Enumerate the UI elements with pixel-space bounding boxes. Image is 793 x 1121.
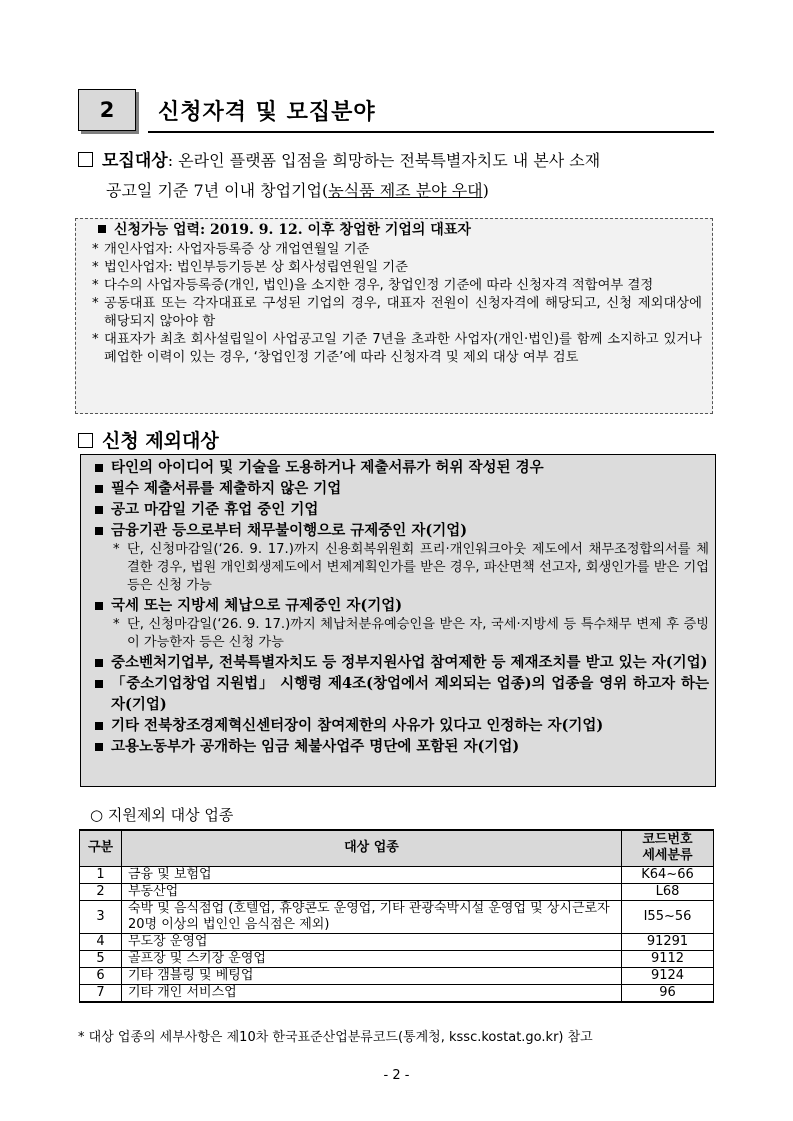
- bullet-icon: [98, 225, 106, 233]
- eligibility-note: * 다수의 사업자등록증(개인, 법인)을 소지한 경우, 창업인정 기준에 따라 신청자격 적합여부 결정: [92, 278, 654, 293]
- industry-heading: ○ 지원제외 대상 업종: [90, 806, 234, 824]
- column-header: 코드번호 세세분류: [622, 830, 714, 866]
- section-title: 신청자격 및 모집분야: [158, 100, 376, 125]
- industry-footnote: * 대상 업종의 세부사항은 제10차 한국표준산업분류코드(통계청, kssc.kostat.go.kr) 참고: [78, 1030, 593, 1045]
- column-header: 구분: [80, 830, 122, 866]
- recruit-target: [78, 146, 718, 206]
- eligibility-note: * 법인사업자: 법인부등기등본 상 회사성립연원일 기준: [92, 260, 408, 275]
- table-row: 2 부동산업 L68: [80, 883, 714, 900]
- table-row: 7 기타 개인 서비스업 96: [80, 984, 714, 1002]
- section-underline: [148, 131, 714, 133]
- exclusion-note: * 단, 신청마감일(‘26. 9. 17.)까지 신용회복위원회 프리·개인워크아웃 제도에서 채무조정합의서를 체결한 경우, 법원 개인회생제도에서 변제계획인가를 받은 경우, 파산면책 선고자, 회생인가를 받은 기업 등은 신청 가능: [113, 542, 709, 593]
- table-row: 1 금융 및 보험업 K64~66: [80, 866, 714, 883]
- column-header: 대상 업종: [122, 830, 622, 866]
- eligibility-note: * 공동대표 또는 각자대표로 구성된 기업의 경우, 대표자 전원이 신청자격에 해당되고, 신청 제외대상에 해당되지 않아야 함: [92, 296, 702, 329]
- recruit-target-suffix: ): [482, 181, 489, 200]
- table-row: 6 기타 갬블링 및 베팅업 9124: [80, 967, 714, 984]
- exclusion-box: [80, 454, 716, 787]
- recruit-target-line2: [78, 176, 718, 206]
- eligibility-note: * 개인사업자: 사업자등록증 상 개업연월일 기준: [92, 242, 370, 257]
- table-row: 4 무도장 운영업 91291: [80, 933, 714, 950]
- exclusion-item: 고용노동부가 공개하는 임금 체불사업주 명단에 포함된 자(기업): [85, 736, 709, 757]
- industry-table: [79, 829, 714, 1003]
- exclusion-item: 필수 제출서류를 제출하지 않은 기업: [85, 478, 709, 499]
- recruit-target-line1: [78, 146, 718, 176]
- eligibility-lead: [88, 221, 702, 239]
- exclusion-item: 금융기관 등으로부터 채무불이행으로 규제중인 자(기업): [85, 520, 709, 541]
- page-number: - 2 -: [383, 1068, 410, 1083]
- section-number: 2: [78, 89, 136, 131]
- eligibility-note: * 대표자가 최초 회사설립일이 사업공고일 기준 7년을 초과한 사업자(개인·법인)를 함께 소지하고 있거나 폐업한 이력이 있는 경우, ‘창업인정 기준’에 따라 신청자격 및 제외 대상 여부 검토: [92, 332, 702, 365]
- eligibility-lead-text: 신청가능 업력: 2019. 9. 12. 이후 창업한 기업의 대표자: [114, 222, 471, 238]
- eligibility-box: [75, 218, 713, 414]
- recruit-target-prefix: 공고일 기준 7년 이내 창업기업(: [106, 181, 329, 200]
- table-row: 5 골프장 및 스키장 운영업 9112: [80, 950, 714, 967]
- exclusion-note: * 단, 신청마감일(‘26. 9. 17.)까지 체납처분유예승인을 받은 자, 국세·지방세 등 특수채무 변제 후 증빙이 가능한자 등은 신청 가능: [113, 617, 709, 650]
- recruit-target-label: 모집대상: [102, 151, 168, 171]
- exclusion-item: 국세 또는 지방세 체납으로 규제중인 자(기업): [85, 595, 709, 616]
- exclusion-heading: 신청 제외대상: [78, 426, 219, 453]
- square-bullet-icon: [78, 152, 93, 167]
- exclusion-item: 기타 전북창조경제혁신센터장이 참여제한의 사유가 있다고 인정하는 자(기업): [85, 715, 709, 736]
- table-header-row: [80, 830, 714, 866]
- table-row: 3 숙박 및 음식점업 (호텔업, 휴양콘도 운영업, 기타 관광숙박시설 운영업 및 상시근로자 20명 이상의 법인인 음식점은 제외) I55~56: [80, 900, 714, 933]
- section-header: [78, 89, 714, 133]
- exclusion-item: 「중소기업창업 지원법」 시행령 제4조(창업에서 제외되는 업종)의 업종을 영위 하고자 하는 자(기업): [85, 673, 709, 715]
- square-bullet-icon: [78, 433, 93, 448]
- exclusion-item: 타인의 아이디어 및 기술을 도용하거나 제출서류가 허위 작성된 경우: [85, 457, 709, 478]
- recruit-target-text: : 온라인 플랫폼 입점을 희망하는 전북특별자치도 내 본사 소재: [167, 151, 601, 170]
- recruit-target-preferred: 농식품 제조 분야 우대: [328, 181, 483, 200]
- exclusion-item: 중소벤처기업부, 전북특별자치도 등 정부지원사업 참여제한 등 제재조치를 받고 있는 자(기업): [85, 652, 709, 673]
- exclusion-item: 공고 마감일 기준 휴업 중인 기업: [85, 499, 709, 520]
